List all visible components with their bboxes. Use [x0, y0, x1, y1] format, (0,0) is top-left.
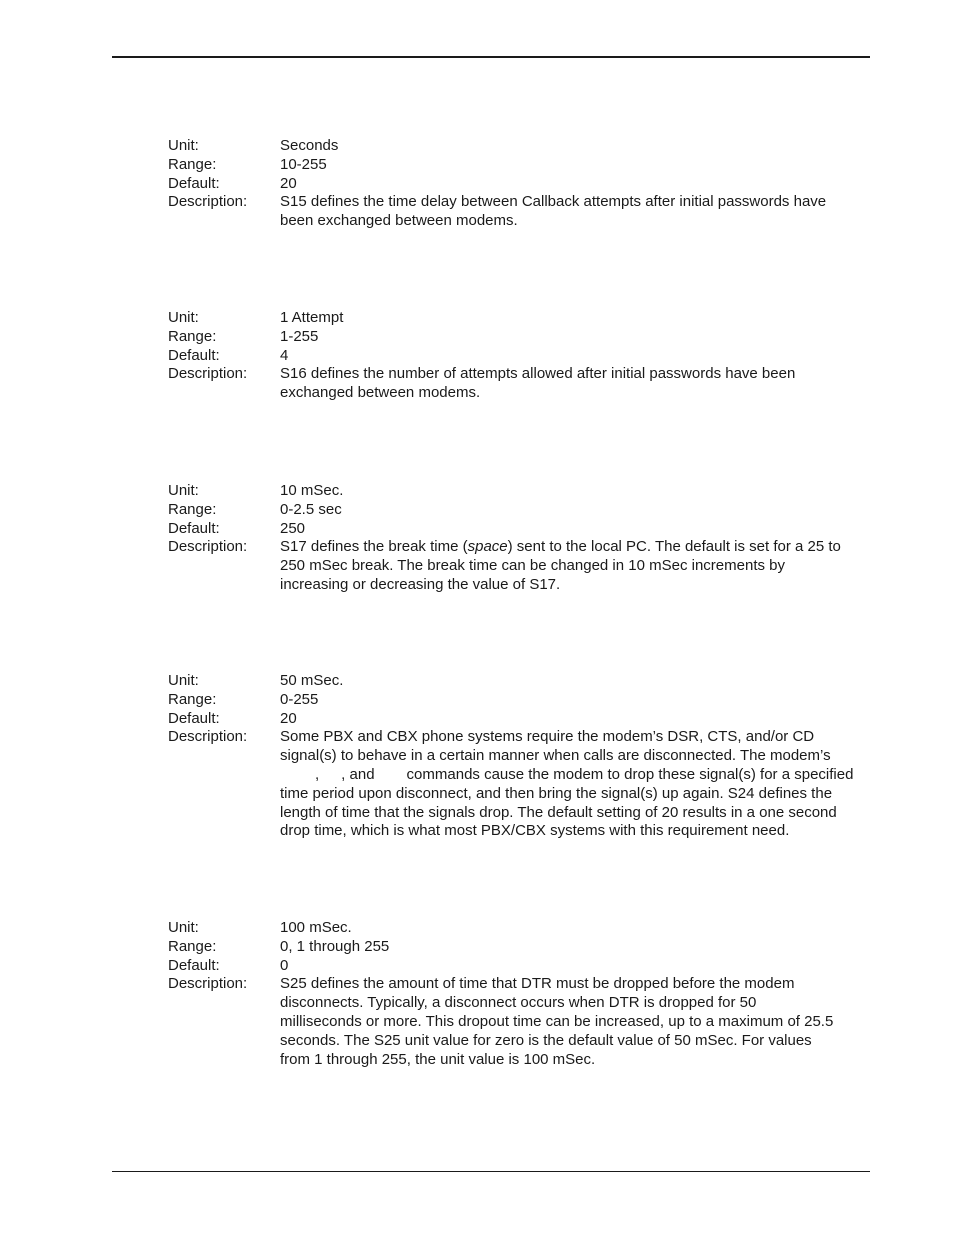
register-s24-block: [168, 672, 868, 841]
unit-row: [168, 137, 868, 156]
range-row: [168, 156, 868, 175]
description-row: [168, 538, 868, 594]
default-row: [168, 175, 868, 194]
range-label: Range:: [168, 155, 217, 173]
description-line: [280, 766, 868, 785]
unit-row: [168, 919, 868, 938]
description-line: increasing or decreasing the value of S17.: [280, 575, 561, 593]
default-value: 20: [280, 174, 297, 192]
range-row: [168, 501, 868, 520]
unit-value: Seconds: [280, 137, 339, 154]
description-line: 250 mSec break. The break time can be changed in 10 mSec increments by: [280, 557, 785, 575]
description-line: been exchanged between modems.: [280, 212, 518, 230]
description-gapline-rest: commands cause the modem to drop these signal(s) for a specified: [406, 765, 854, 783]
description-label: Description:: [168, 365, 248, 383]
description-line: time period upon disconnect, and then bring the signal(s) up again. S24 defines the: [280, 784, 833, 802]
range-value: 10-255: [280, 155, 327, 173]
description-text: [280, 365, 868, 403]
description-row: [168, 365, 868, 403]
description-text: [280, 193, 868, 231]
range-value: 0-2.5 sec: [280, 500, 342, 518]
range-value: 1-255: [280, 327, 319, 345]
unit-value: 1 Attempt: [280, 309, 344, 326]
register-s16-block: [168, 309, 868, 403]
unit-label: Unit:: [168, 482, 199, 499]
description-line: Some PBX and CBX phone systems require the modem’s DSR, CTS, and/or CD: [280, 728, 815, 746]
description-line: milliseconds or more. This dropout time can be increased, up to a maximum of 25.5: [280, 1012, 834, 1030]
unit-label: Unit:: [168, 309, 199, 326]
description-line: length of time that the signals drop. The default setting of 20 results in a one second: [280, 803, 837, 821]
description-label: Description:: [168, 538, 248, 556]
header-rule: [112, 56, 870, 58]
register-s17-block: [168, 482, 868, 595]
range-row: [168, 938, 868, 957]
description-text: [280, 975, 868, 1069]
description-text-after: ) sent to the local PC. The default is set for a 25 to: [507, 538, 841, 556]
description-italic-term: space: [467, 538, 508, 556]
unit-value: 10 mSec.: [280, 482, 344, 499]
range-row: [168, 691, 868, 710]
description-line: S25 defines the amount of time that DTR must be dropped before the modem: [280, 975, 795, 993]
register-s25-block: [168, 919, 868, 1069]
description-line: seconds. The S25 unit value for zero is the default value of 50 mSec. For values: [280, 1031, 812, 1049]
default-label: Default:: [168, 709, 220, 727]
range-label: Range:: [168, 937, 217, 955]
range-label: Range:: [168, 327, 217, 345]
range-label: Range:: [168, 690, 217, 708]
unit-value: 100 mSec.: [280, 919, 352, 936]
description-comma: ,: [315, 765, 320, 783]
unit-row: [168, 482, 868, 501]
unit-label: Unit:: [168, 919, 199, 936]
unit-row: [168, 309, 868, 328]
unit-label: Unit:: [168, 137, 199, 154]
default-label: Default:: [168, 346, 220, 364]
description-and: , and: [341, 765, 375, 783]
description-line: signal(s) to behave in a certain manner when calls are disconnected. The modem’s: [280, 747, 831, 765]
description-label: Description:: [168, 975, 248, 993]
default-value: 20: [280, 709, 297, 727]
description-text: [280, 538, 868, 594]
description-line: [280, 538, 868, 557]
default-row: [168, 957, 868, 976]
description-row: [168, 193, 868, 231]
description-text: [280, 728, 868, 841]
default-label: Default:: [168, 519, 220, 537]
description-text-before: S17 defines the break time (: [280, 538, 468, 556]
default-value: 4: [280, 346, 289, 364]
register-s15-block: [168, 137, 868, 231]
default-value: 0: [280, 956, 289, 974]
unit-label: Unit:: [168, 672, 199, 689]
description-line: from 1 through 255, the unit value is 100 mSec.: [280, 1050, 596, 1068]
description-line: disconnects. Typically, a disconnect occurs when DTR is dropped for 50: [280, 994, 757, 1012]
default-row: [168, 710, 868, 729]
default-value: 250: [280, 519, 306, 537]
unit-row: [168, 672, 868, 691]
description-label: Description:: [168, 193, 248, 211]
range-value: 0-255: [280, 690, 319, 708]
footer-rule: [112, 1171, 870, 1172]
range-row: [168, 328, 868, 347]
description-line: drop time, which is what most PBX/CBX systems with this requirement need.: [280, 822, 790, 840]
description-line: exchanged between modems.: [280, 384, 481, 402]
default-row: [168, 520, 868, 539]
description-line: S15 defines the time delay between Callback attempts after initial passwords have: [280, 193, 827, 211]
description-row: [168, 975, 868, 1069]
default-label: Default:: [168, 174, 220, 192]
default-row: [168, 347, 868, 366]
description-line: S16 defines the number of attempts allowed after initial passwords have been: [280, 365, 796, 383]
range-value: 0, 1 through 255: [280, 937, 390, 955]
description-row: [168, 728, 868, 841]
range-label: Range:: [168, 500, 217, 518]
default-label: Default:: [168, 956, 220, 974]
unit-value: 50 mSec.: [280, 672, 344, 689]
description-label: Description:: [168, 728, 248, 746]
